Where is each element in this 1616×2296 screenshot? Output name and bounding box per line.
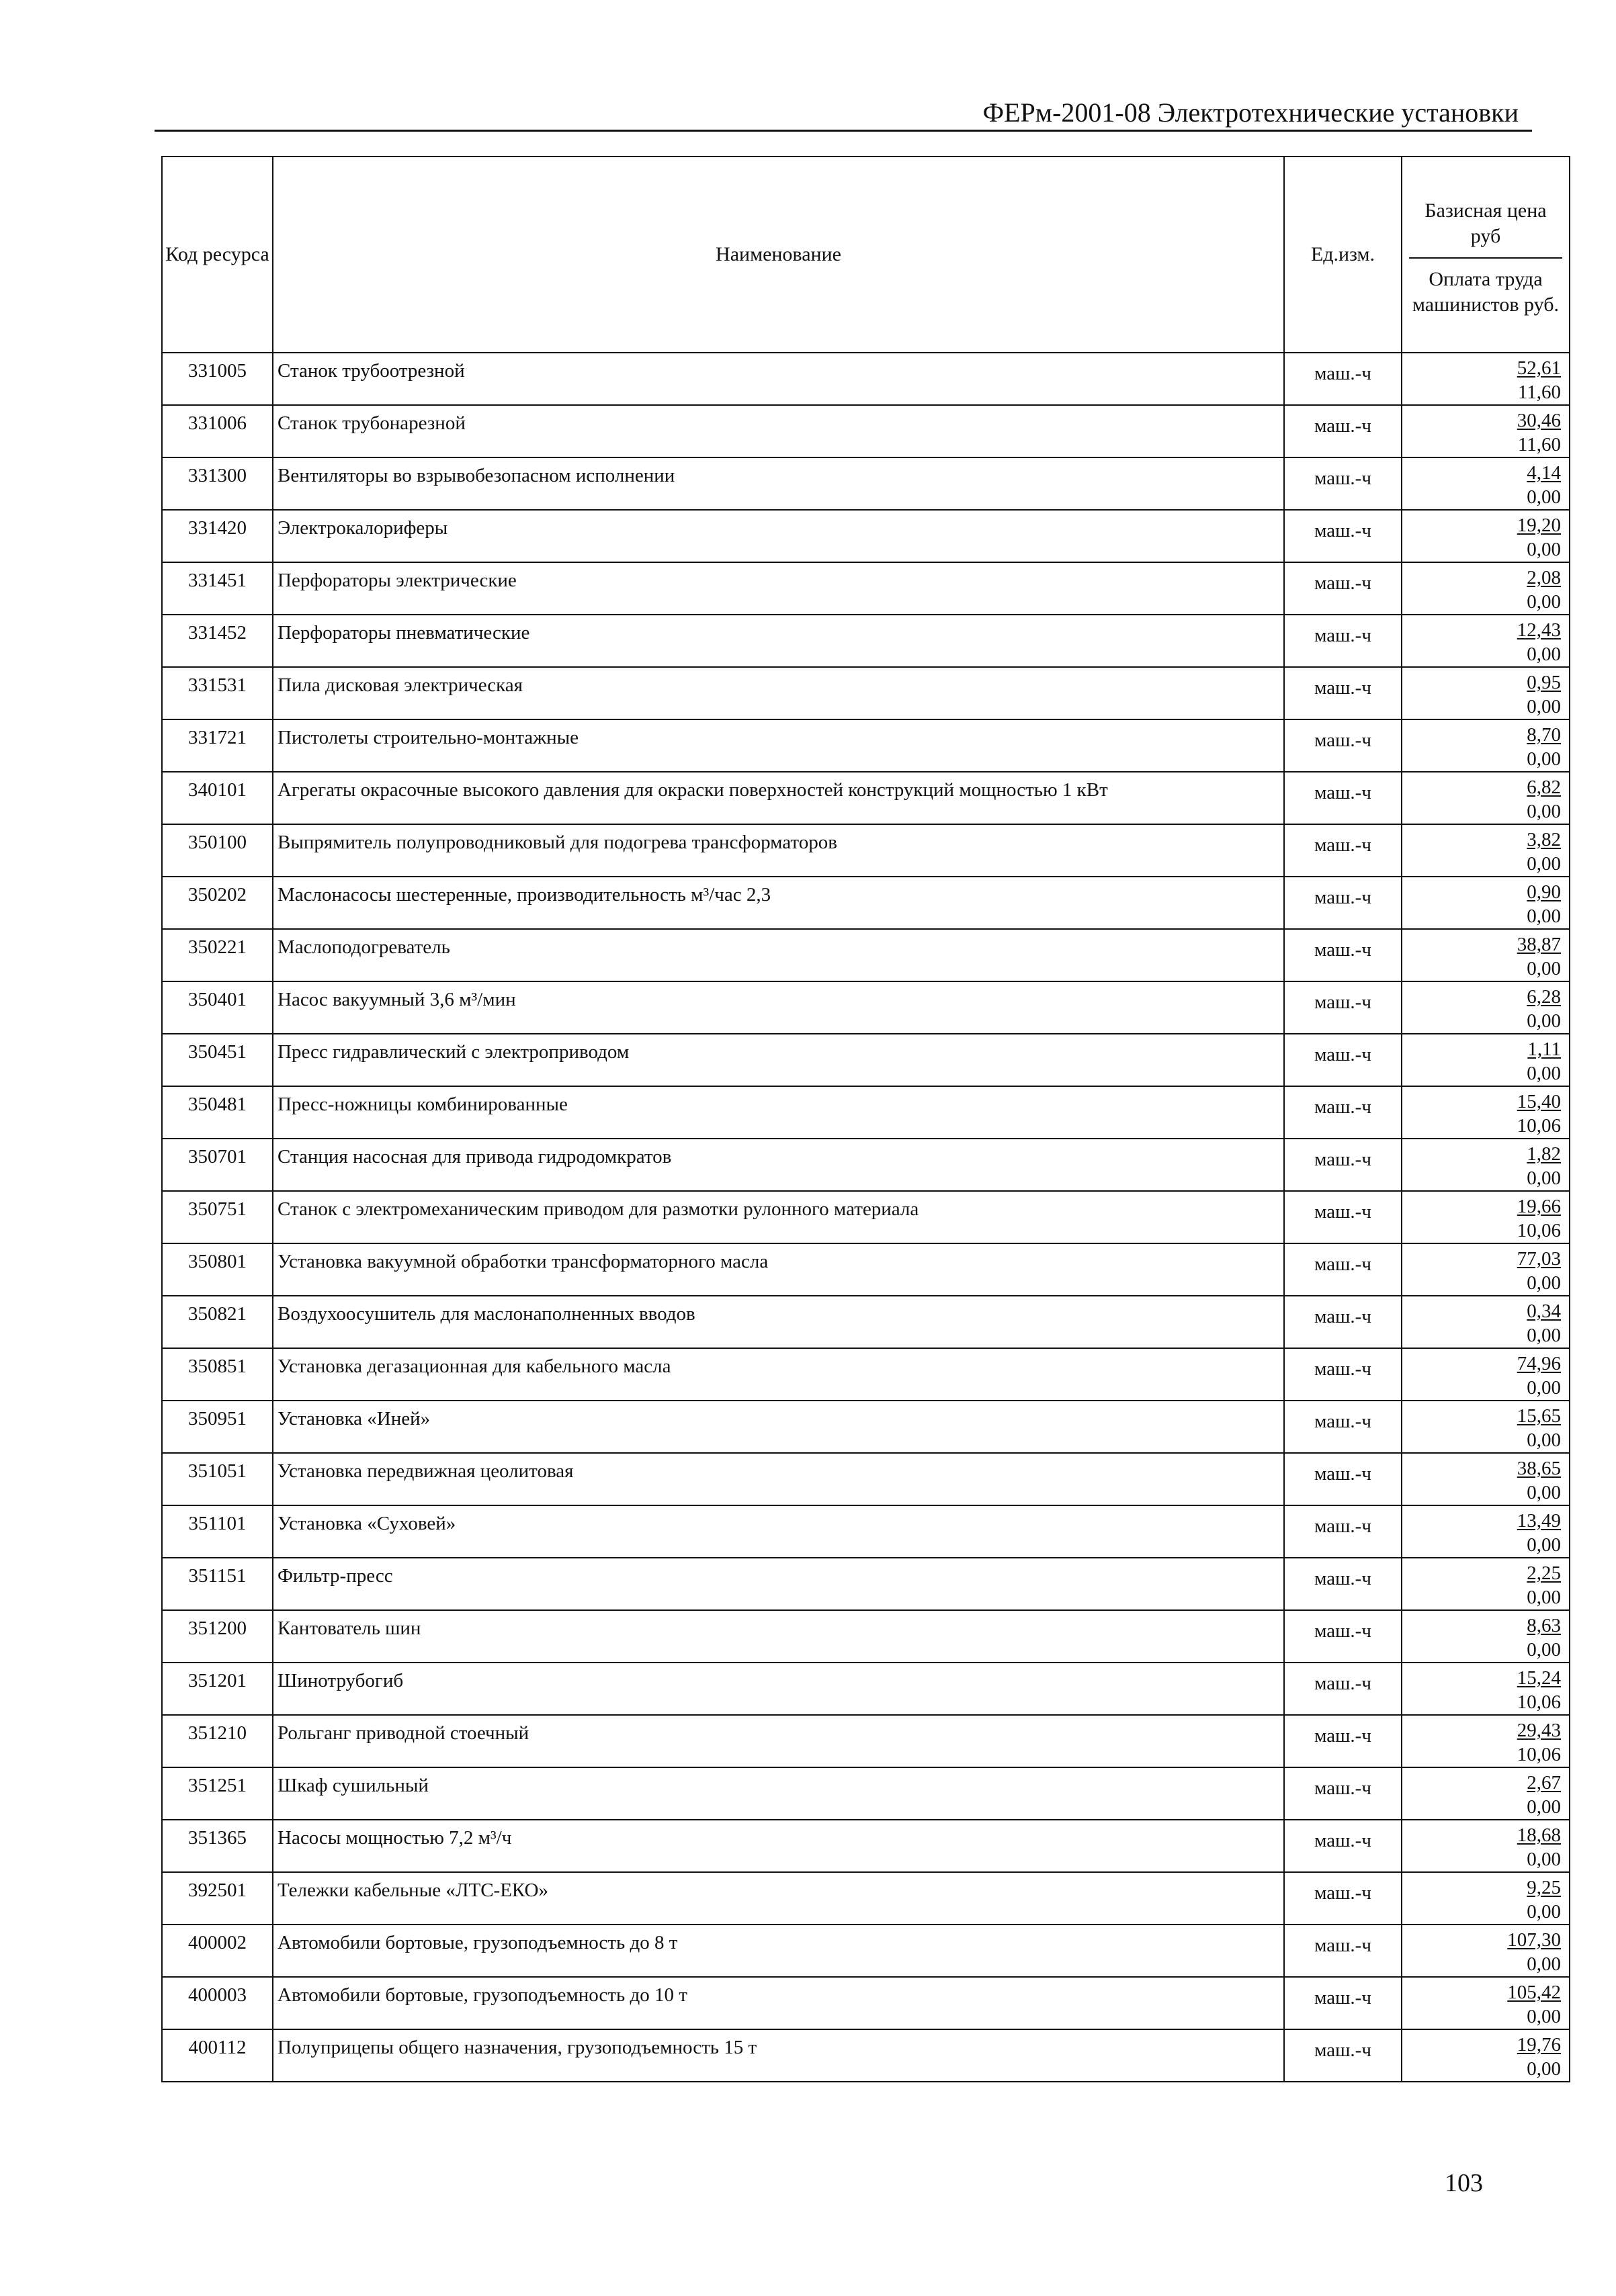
table-row xyxy=(162,405,1570,457)
resource-code-cell: 331531 xyxy=(162,667,273,719)
labor-price: 0,00 xyxy=(1527,644,1561,665)
resource-code-cell: 351365 xyxy=(162,1820,273,1872)
table-row xyxy=(162,929,1570,981)
unit-cell: маш.-ч xyxy=(1284,1191,1402,1243)
labor-price: 0,00 xyxy=(1527,1482,1561,1503)
resource-name-cell: Автомобили бортовые, грузоподъемность до 8 т xyxy=(273,1925,1284,1977)
unit-cell: маш.-ч xyxy=(1284,1453,1402,1505)
resource-name-cell: Маслонасосы шестеренные, производительность м³/час 2,3 xyxy=(273,877,1284,929)
base-price: 74,96 xyxy=(1517,1353,1561,1374)
price-cell xyxy=(1402,562,1570,615)
price-cell xyxy=(1402,1767,1570,1820)
resource-table xyxy=(161,156,1570,2082)
column-header-code: Код ресурса xyxy=(162,157,273,353)
base-price: 3,82 xyxy=(1527,829,1561,850)
resource-name-cell: Воздухоосушитель для маслонаполненных вводов xyxy=(273,1296,1284,1348)
labor-price: 0,00 xyxy=(1527,1639,1561,1661)
resource-code-cell: 331006 xyxy=(162,405,273,457)
labor-price: 0,00 xyxy=(1527,801,1561,822)
price-cell xyxy=(1402,1505,1570,1558)
price-cell xyxy=(1402,457,1570,510)
resource-code-cell: 350401 xyxy=(162,981,273,1034)
table-row xyxy=(162,824,1570,877)
labor-price: 0,00 xyxy=(1527,748,1561,770)
resource-code-cell: 350202 xyxy=(162,877,273,929)
base-price: 13,49 xyxy=(1517,1510,1561,1532)
resource-code-cell: 400002 xyxy=(162,1925,273,1977)
document-header xyxy=(155,94,1532,132)
resource-code-cell: 350801 xyxy=(162,1243,273,1296)
labor-price: 0,00 xyxy=(1527,1377,1561,1399)
price-cell xyxy=(1402,719,1570,772)
resource-name-cell: Установка «Иней» xyxy=(273,1401,1284,1453)
resource-code-cell: 351251 xyxy=(162,1767,273,1820)
table-row xyxy=(162,1243,1570,1296)
labor-price: 0,00 xyxy=(1527,1587,1561,1608)
resource-name-cell: Станция насосная для привода гидродомкратов xyxy=(273,1139,1284,1191)
resource-name-cell: Пресс гидравлический с электроприводом xyxy=(273,1034,1284,1086)
resource-name-cell: Фильтр-пресс xyxy=(273,1558,1284,1610)
column-header-price xyxy=(1402,157,1570,353)
unit-cell: маш.-ч xyxy=(1284,1348,1402,1401)
table-row xyxy=(162,1139,1570,1191)
base-price: 2,25 xyxy=(1527,1562,1561,1584)
price-cell xyxy=(1402,1296,1570,1348)
resource-name-cell: Станок трубонарезной xyxy=(273,405,1284,457)
unit-cell: маш.-ч xyxy=(1284,1034,1402,1086)
unit-cell: маш.-ч xyxy=(1284,1663,1402,1715)
resource-code-cell: 350821 xyxy=(162,1296,273,1348)
table-row xyxy=(162,457,1570,510)
resource-code-cell: 331721 xyxy=(162,719,273,772)
base-price: 1,82 xyxy=(1527,1143,1561,1165)
price-cell xyxy=(1402,1401,1570,1453)
unit-cell: маш.-ч xyxy=(1284,824,1402,877)
price-cell xyxy=(1402,1977,1570,2029)
base-price: 2,67 xyxy=(1527,1772,1561,1794)
labor-price: 10,06 xyxy=(1517,1220,1561,1241)
resource-name-cell: Полуприцепы общего назначения, грузоподъемность 15 т xyxy=(273,2029,1284,2082)
labor-price: 0,00 xyxy=(1527,1167,1561,1189)
unit-cell: маш.-ч xyxy=(1284,1925,1402,1977)
resource-name-cell: Пресс-ножницы комбинированные xyxy=(273,1086,1284,1139)
resource-code-cell: 350701 xyxy=(162,1139,273,1191)
base-price: 105,42 xyxy=(1507,1982,1561,2003)
labor-price: 0,00 xyxy=(1527,1901,1561,1923)
price-cell xyxy=(1402,929,1570,981)
table-row xyxy=(162,1401,1570,1453)
resource-name-cell: Перфораторы пневматические xyxy=(273,615,1284,667)
labor-price: 0,00 xyxy=(1527,696,1561,717)
table-row xyxy=(162,1820,1570,1872)
resource-name-cell: Рольганг приводной стоечный xyxy=(273,1715,1284,1767)
labor-price: 0,00 xyxy=(1527,539,1561,560)
resource-code-cell: 331451 xyxy=(162,562,273,615)
base-price: 38,65 xyxy=(1517,1458,1561,1479)
resource-code-cell: 350451 xyxy=(162,1034,273,1086)
resource-code-cell: 400003 xyxy=(162,1977,273,2029)
labor-price: 0,00 xyxy=(1527,1325,1561,1346)
table-row xyxy=(162,1296,1570,1348)
unit-cell: маш.-ч xyxy=(1284,1243,1402,1296)
table-row xyxy=(162,1191,1570,1243)
unit-cell: маш.-ч xyxy=(1284,1715,1402,1767)
labor-price: 0,00 xyxy=(1527,1010,1561,1032)
price-cell xyxy=(1402,667,1570,719)
price-cell xyxy=(1402,1139,1570,1191)
resource-name-cell: Выпрямитель полупроводниковый для подогрева трансформаторов xyxy=(273,824,1284,877)
table-row xyxy=(162,1610,1570,1663)
table-row xyxy=(162,615,1570,667)
unit-cell: маш.-ч xyxy=(1284,772,1402,824)
unit-cell: маш.-ч xyxy=(1284,615,1402,667)
resource-code-cell: 350100 xyxy=(162,824,273,877)
table-header-row xyxy=(162,157,1570,353)
base-price: 15,24 xyxy=(1517,1667,1561,1689)
table-row xyxy=(162,877,1570,929)
unit-cell: маш.-ч xyxy=(1284,353,1402,405)
labor-price: 0,00 xyxy=(1527,2006,1561,2027)
base-price: 8,70 xyxy=(1527,724,1561,746)
table-row xyxy=(162,353,1570,405)
price-cell xyxy=(1402,1715,1570,1767)
resource-code-cell: 350851 xyxy=(162,1348,273,1401)
labor-price: 0,00 xyxy=(1527,1429,1561,1451)
table-row xyxy=(162,667,1570,719)
unit-cell: маш.-ч xyxy=(1284,405,1402,457)
resource-name-cell: Вентиляторы во взрывобезопасном исполнении xyxy=(273,457,1284,510)
labor-price: 10,06 xyxy=(1517,1744,1561,1765)
price-cell xyxy=(1402,1925,1570,1977)
unit-cell: маш.-ч xyxy=(1284,981,1402,1034)
resource-name-cell: Шкаф сушильный xyxy=(273,1767,1284,1820)
resource-code-cell: 400112 xyxy=(162,2029,273,2082)
table-row xyxy=(162,719,1570,772)
table-row xyxy=(162,1872,1570,1925)
resource-name-cell: Автомобили бортовые, грузоподъемность до 10 т xyxy=(273,1977,1284,2029)
resource-code-cell: 351210 xyxy=(162,1715,273,1767)
resource-code-cell: 331420 xyxy=(162,510,273,562)
base-price: 9,25 xyxy=(1527,1877,1561,1898)
base-price: 19,76 xyxy=(1517,2034,1561,2056)
price-cell xyxy=(1402,510,1570,562)
resource-name-cell: Установка вакуумной обработки трансформаторного масла xyxy=(273,1243,1284,1296)
resource-name-cell: Установка дегазационная для кабельного масла xyxy=(273,1348,1284,1401)
column-header-unit: Ед.изм. xyxy=(1284,157,1402,353)
base-price: 19,66 xyxy=(1517,1196,1561,1217)
price-cell xyxy=(1402,1820,1570,1872)
resource-code-cell: 340101 xyxy=(162,772,273,824)
table-row xyxy=(162,1663,1570,1715)
unit-cell: маш.-ч xyxy=(1284,1296,1402,1348)
unit-cell: маш.-ч xyxy=(1284,1872,1402,1925)
resource-name-cell: Шинотрубогиб xyxy=(273,1663,1284,1715)
labor-price: 0,00 xyxy=(1527,1272,1561,1294)
unit-cell: маш.-ч xyxy=(1284,929,1402,981)
labor-price: 0,00 xyxy=(1527,1063,1561,1084)
table-row xyxy=(162,1558,1570,1610)
price-cell xyxy=(1402,772,1570,824)
resource-code-cell: 331005 xyxy=(162,353,273,405)
labor-price: 0,00 xyxy=(1527,1953,1561,1975)
table-row xyxy=(162,510,1570,562)
price-cell xyxy=(1402,1034,1570,1086)
base-price: 18,68 xyxy=(1517,1824,1561,1846)
unit-cell: маш.-ч xyxy=(1284,1086,1402,1139)
unit-cell: маш.-ч xyxy=(1284,667,1402,719)
resource-name-cell: Агрегаты окрасочные высокого давления для окраски поверхностей конструкций мощностью 1 кВт xyxy=(273,772,1284,824)
base-price: 2,08 xyxy=(1527,567,1561,588)
resource-code-cell: 351200 xyxy=(162,1610,273,1663)
base-price: 12,43 xyxy=(1517,619,1561,641)
base-price: 30,46 xyxy=(1517,410,1561,431)
resource-code-cell: 351051 xyxy=(162,1453,273,1505)
unit-cell: маш.-ч xyxy=(1284,1610,1402,1663)
price-cell xyxy=(1402,1086,1570,1139)
labor-price: 11,60 xyxy=(1517,434,1561,455)
price-cell xyxy=(1402,1191,1570,1243)
table-row xyxy=(162,1925,1570,1977)
unit-cell: маш.-ч xyxy=(1284,1139,1402,1191)
labor-price: 0,00 xyxy=(1527,486,1561,508)
resource-name-cell: Станок с электромеханическим приводом для размотки рулонного материала xyxy=(273,1191,1284,1243)
resource-name-cell: Перфораторы электрические xyxy=(273,562,1284,615)
resource-name-cell: Маслоподогреватель xyxy=(273,929,1284,981)
base-price: 107,30 xyxy=(1507,1929,1561,1951)
column-header-base-price: Базисная цена руб xyxy=(1409,191,1562,259)
labor-price: 0,00 xyxy=(1527,1849,1561,1870)
resource-code-cell: 351201 xyxy=(162,1663,273,1715)
base-price: 52,61 xyxy=(1517,357,1561,379)
base-price: 1,11 xyxy=(1527,1039,1561,1060)
price-cell xyxy=(1402,1243,1570,1296)
resource-code-cell: 331300 xyxy=(162,457,273,510)
table-row xyxy=(162,1767,1570,1820)
price-cell xyxy=(1402,981,1570,1034)
price-cell xyxy=(1402,2029,1570,2082)
price-cell xyxy=(1402,1663,1570,1715)
resource-code-cell: 351151 xyxy=(162,1558,273,1610)
document-title: ФЕРм-2001-08 Электротехнические установки xyxy=(982,97,1519,128)
resource-code-cell: 351101 xyxy=(162,1505,273,1558)
resource-name-cell: Пистолеты строительно-монтажные xyxy=(273,719,1284,772)
resource-code-cell: 350951 xyxy=(162,1401,273,1453)
base-price: 19,20 xyxy=(1517,515,1561,536)
base-price: 38,87 xyxy=(1517,934,1561,955)
unit-cell: маш.-ч xyxy=(1284,1767,1402,1820)
resource-code-cell: 350221 xyxy=(162,929,273,981)
price-cell xyxy=(1402,353,1570,405)
unit-cell: маш.-ч xyxy=(1284,1558,1402,1610)
unit-cell: маш.-ч xyxy=(1284,1401,1402,1453)
base-price: 15,40 xyxy=(1517,1091,1561,1112)
price-cell xyxy=(1402,1872,1570,1925)
unit-cell: маш.-ч xyxy=(1284,562,1402,615)
base-price: 29,43 xyxy=(1517,1720,1561,1741)
table-row xyxy=(162,1715,1570,1767)
labor-price: 11,60 xyxy=(1517,382,1561,403)
base-price: 0,34 xyxy=(1527,1300,1561,1322)
table-row xyxy=(162,1505,1570,1558)
labor-price: 0,00 xyxy=(1527,2058,1561,2080)
labor-price: 0,00 xyxy=(1527,1796,1561,1818)
unit-cell: маш.-ч xyxy=(1284,719,1402,772)
labor-price: 0,00 xyxy=(1527,1534,1561,1556)
base-price: 15,65 xyxy=(1517,1405,1561,1427)
unit-cell: маш.-ч xyxy=(1284,877,1402,929)
column-header-labor-price: Оплата труда машинистов руб. xyxy=(1412,268,1560,316)
table-row xyxy=(162,772,1570,824)
table-row xyxy=(162,562,1570,615)
table-row xyxy=(162,1453,1570,1505)
price-cell xyxy=(1402,824,1570,877)
labor-price: 10,06 xyxy=(1517,1115,1561,1137)
price-cell xyxy=(1402,1610,1570,1663)
base-price: 6,82 xyxy=(1527,777,1561,798)
table-row xyxy=(162,1348,1570,1401)
base-price: 0,95 xyxy=(1527,672,1561,693)
resource-code-cell: 392501 xyxy=(162,1872,273,1925)
resource-name-cell: Станок трубоотрезной xyxy=(273,353,1284,405)
price-cell xyxy=(1402,1558,1570,1610)
labor-price: 0,00 xyxy=(1527,958,1561,979)
column-header-name: Наименование xyxy=(273,157,1284,353)
labor-price: 0,00 xyxy=(1527,591,1561,613)
price-cell xyxy=(1402,877,1570,929)
resource-name-cell: Тележки кабельные «ЛТС-ЕКО» xyxy=(273,1872,1284,1925)
unit-cell: маш.-ч xyxy=(1284,1505,1402,1558)
labor-price: 10,06 xyxy=(1517,1691,1561,1713)
base-price: 6,28 xyxy=(1527,986,1561,1008)
table-row xyxy=(162,1977,1570,2029)
unit-cell: маш.-ч xyxy=(1284,1820,1402,1872)
base-price: 77,03 xyxy=(1517,1248,1561,1270)
table-row xyxy=(162,2029,1570,2082)
resource-code-cell: 350751 xyxy=(162,1191,273,1243)
resource-name-cell: Пила дисковая электрическая xyxy=(273,667,1284,719)
page-number: 103 xyxy=(1445,2169,1483,2197)
base-price: 4,14 xyxy=(1527,462,1561,484)
table-row xyxy=(162,1086,1570,1139)
resource-code-cell: 331452 xyxy=(162,615,273,667)
unit-cell: маш.-ч xyxy=(1284,1977,1402,2029)
unit-cell: маш.-ч xyxy=(1284,510,1402,562)
table-body xyxy=(162,353,1570,2082)
table-row xyxy=(162,1034,1570,1086)
base-price: 0,90 xyxy=(1527,881,1561,903)
labor-price: 0,00 xyxy=(1527,853,1561,875)
resource-name-cell: Электрокалориферы xyxy=(273,510,1284,562)
labor-price: 0,00 xyxy=(1527,906,1561,927)
resource-name-cell: Кантователь шин xyxy=(273,1610,1284,1663)
price-cell xyxy=(1402,615,1570,667)
resource-name-cell: Установка передвижная цеолитовая xyxy=(273,1453,1284,1505)
price-cell xyxy=(1402,405,1570,457)
resource-code-cell: 350481 xyxy=(162,1086,273,1139)
resource-name-cell: Насос вакуумный 3,6 м³/мин xyxy=(273,981,1284,1034)
unit-cell: маш.-ч xyxy=(1284,457,1402,510)
unit-cell: маш.-ч xyxy=(1284,2029,1402,2082)
resource-name-cell: Установка «Суховей» xyxy=(273,1505,1284,1558)
base-price: 8,63 xyxy=(1527,1615,1561,1636)
table-row xyxy=(162,981,1570,1034)
price-cell xyxy=(1402,1348,1570,1401)
resource-name-cell: Насосы мощностью 7,2 м³/ч xyxy=(273,1820,1284,1872)
price-cell xyxy=(1402,1453,1570,1505)
